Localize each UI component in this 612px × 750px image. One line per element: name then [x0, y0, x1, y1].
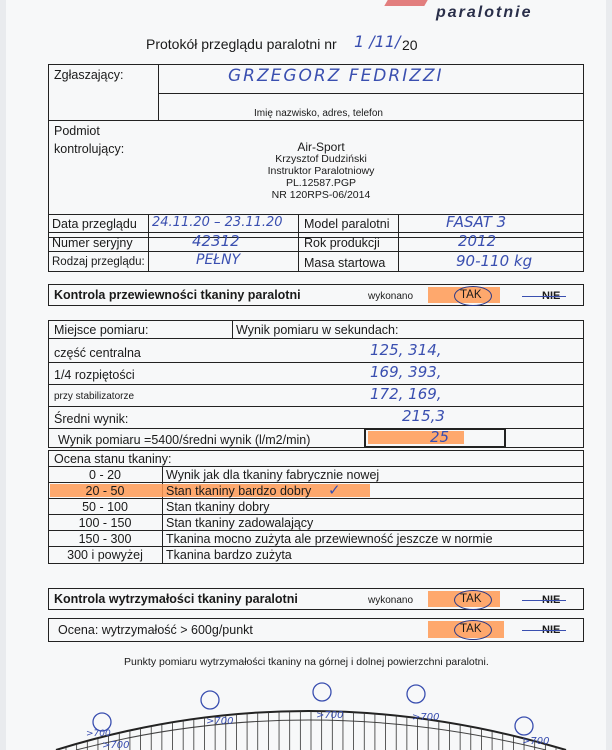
inspector-label-1: Podmiot [54, 124, 100, 138]
point-mark: >700 [206, 716, 234, 727]
condition-range: 300 i powyżej [67, 548, 143, 562]
point-mark: >700 [316, 710, 344, 721]
strength-no: NIE [542, 594, 561, 606]
condition-range: 100 - 150 [78, 516, 132, 530]
applicant-label: Zgłaszający: [54, 68, 124, 82]
year-value: 2012 [458, 232, 497, 250]
point-mark: >700 [522, 736, 550, 747]
point-mark: >700 [412, 712, 440, 723]
formula-label: Wynik pomiaru =5400/średni wynik (l/m2/min) [58, 433, 311, 447]
point-circle [515, 717, 533, 735]
inspector-label-2: kontrolujący: [54, 142, 125, 156]
point-mark: >700 [86, 729, 111, 739]
serial-label: Numer seryjny [52, 236, 133, 250]
form-year: 20 [402, 37, 418, 53]
condition-desc: Tkanina mocno zużyta ale przewiewność jeszcze w normie [166, 532, 493, 546]
strength-no-strike [522, 600, 566, 601]
strength-done-label: wykonano [368, 595, 414, 606]
formula-highlight [368, 431, 464, 444]
measurement-row-value: 125, 314, [370, 341, 442, 359]
brand-swoosh [384, 0, 427, 6]
inspector-role: Instruktor Paralotniowy [267, 165, 375, 177]
average-label: Średni wynik: [54, 412, 129, 426]
wing-diagram [6, 678, 606, 750]
applicant-hint: Imię nazwisko, adres, telefon [254, 108, 383, 119]
result-label: Wynik pomiaru w sekundach: [236, 323, 399, 337]
condition-label: Ocena stanu tkaniny: [54, 452, 172, 466]
condition-desc: Stan tkaniny zadowalający [166, 516, 314, 530]
form-title: Protokół przeglądu paralotni nr [146, 36, 337, 52]
permeability-yes: TAK [460, 289, 482, 301]
rating-no: NIE [542, 624, 561, 636]
inspector-name: Air-Sport [297, 140, 345, 154]
type-label: Rodzaj przeglądu: [52, 256, 145, 268]
condition-desc: Stan tkaniny dobry [166, 500, 270, 514]
point-mark: >700 [102, 740, 130, 750]
point-circle [407, 685, 425, 703]
model-label: Model paralotni [304, 217, 390, 231]
measurement-row-label: część centralna [54, 346, 141, 360]
date-value: 24.11.20 – 23.11.20 [152, 215, 283, 230]
measurement-row-label: 1/4 rozpiętości [54, 368, 135, 382]
footer-note: Punkty pomiaru wytrzymałości tkaniny na górnej i dolnej powierzchni paralotni. [124, 656, 489, 668]
condition-desc: Tkanina bardzo zużyta [166, 548, 292, 562]
type-value: PEŁNY [196, 252, 241, 268]
condition-range: 150 - 300 [78, 532, 132, 546]
year-label: Rok produkcji [304, 236, 380, 250]
condition-range: 50 - 100 [82, 500, 128, 514]
check-mark: ✓ [328, 481, 341, 499]
condition-desc: Stan tkaniny bardzo dobry [166, 484, 312, 498]
inspector-cert: NR 120RPS-06/2014 [271, 189, 371, 201]
formula-value: 25 [430, 428, 450, 446]
date-label: Data przeglądu [52, 217, 137, 231]
point-circle [201, 691, 219, 709]
measurement-row-value: 172, 169, [370, 385, 442, 403]
inspector-license: PL.12587.PGP [285, 177, 357, 189]
point-circle [313, 683, 331, 701]
condition-range: 0 - 20 [89, 468, 121, 482]
form-number: 1 /11/ [354, 32, 401, 51]
condition-desc: Wynik jak dla tkaniny fabrycznie nowej [166, 468, 380, 482]
mass-value: 90-110 kg [456, 252, 533, 270]
wing-ribs [66, 711, 556, 750]
rating-yes: TAK [460, 623, 482, 635]
condition-range: 20 - 50 [85, 484, 125, 498]
brand-logo: paralotnie [436, 4, 533, 21]
mass-label: Masa startowa [304, 256, 386, 270]
measurement-row-value: 169, 393, [370, 363, 442, 381]
permeability-no: NIE [542, 290, 561, 302]
applicant-value: GRZEGORZ FEDRIZZI [228, 66, 444, 86]
strength-yes: TAK [460, 593, 482, 605]
permeability-no-strike [522, 296, 566, 297]
rating-no-strike [522, 630, 566, 631]
model-value: FASAT 3 [446, 213, 507, 231]
place-label: Miejsce pomiaru: [54, 323, 149, 337]
permeability-done-label: wykonano [368, 291, 414, 302]
inspection-form-page [6, 0, 606, 750]
permeability-title: Kontrola przewiewności tkaniny paralotni [54, 288, 301, 302]
strength-rating-label: Ocena: wytrzymałość > 600g/punkt [58, 623, 253, 637]
strength-title: Kontrola wytrzymałości tkaniny paralotni [54, 592, 298, 606]
average-value: 215,3 [402, 407, 445, 425]
inspector-person: Krzysztof Dudziński [275, 153, 367, 165]
measurement-row-label: przy stabilizatorze [54, 391, 135, 402]
serial-value: 42312 [192, 232, 240, 250]
